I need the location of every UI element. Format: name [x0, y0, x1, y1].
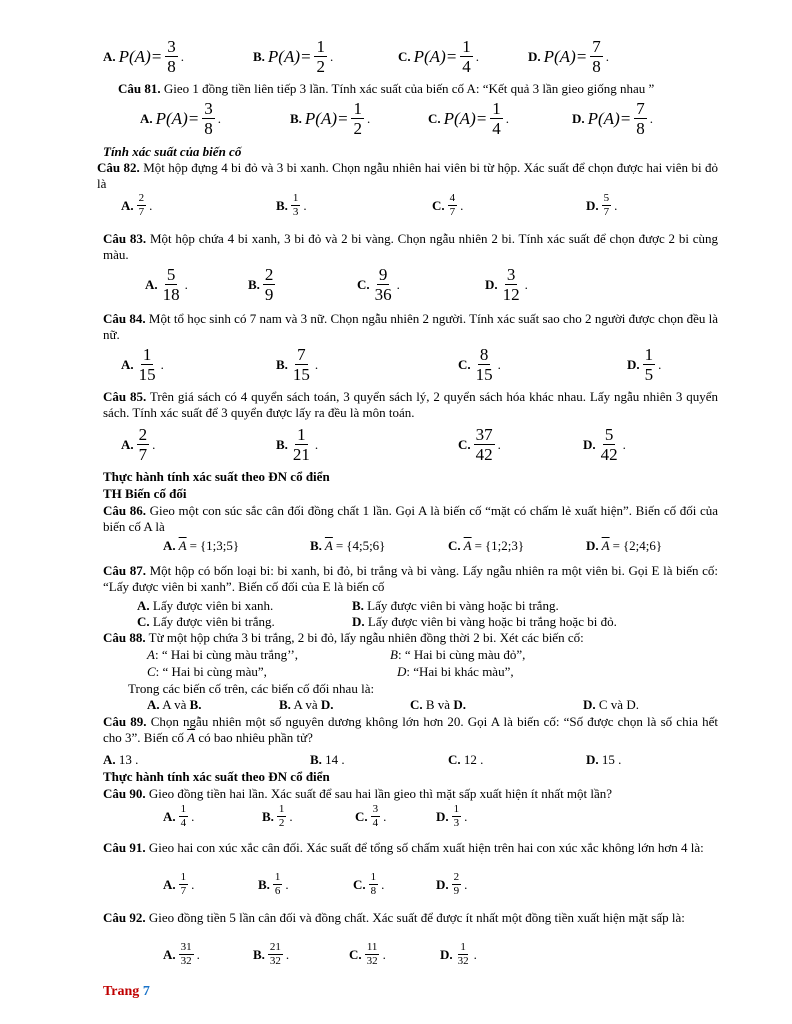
q89-option-b[interactable]: B. 14 . [310, 752, 345, 767]
q82-option-c[interactable]: C. $\frac{4}{7}$ . [432, 192, 464, 218]
q90-option-d[interactable]: D. $\frac{1}{3}$ . [436, 803, 468, 829]
q84-option-a[interactable]: A. $\frac{1}{15}$ . [121, 345, 164, 384]
q85-option-a[interactable]: A. $\frac{2}{7}$ . [121, 425, 156, 464]
page-number [103, 984, 150, 1000]
q80-option-c[interactable]: C. P(A)= $\frac{1}{4}$ . [398, 37, 479, 76]
fraction: $\frac{1}{4}$ [492, 99, 501, 138]
q83-option-c[interactable]: C. $\frac{9}{36}$ . [357, 265, 400, 304]
q80-option-b[interactable]: B. P(A)= $\frac{1}{2}$ . [253, 37, 334, 76]
page-word: Trang [103, 984, 140, 999]
fraction: $\frac{1}{21}$ [292, 425, 310, 464]
q91-option-a[interactable]: A. $\frac{1}{7}$ . [163, 871, 195, 897]
fraction: $\frac{8}{15}$ [475, 345, 493, 384]
q83-option-a[interactable]: A. $\frac{5}{18}$ . [145, 265, 188, 304]
fraction: $\frac{1}{5}$ [644, 345, 654, 384]
section-heading: Tính xác suất của biến cố [103, 144, 242, 159]
fraction: $\frac{3}{8}$ [167, 37, 176, 76]
fraction: $\frac{4}{7}$ [449, 192, 456, 218]
fraction: $\frac{1}{32}$ [457, 941, 469, 967]
q82-option-a[interactable]: A. $\frac{2}{7}$ . [121, 192, 153, 218]
q86-options [0, 538, 792, 558]
q85-option-b[interactable]: B. $\frac{1}{21}$ . [276, 425, 319, 464]
q89-option-a[interactable]: A. 13 . [103, 752, 139, 767]
fraction: $\frac{5}{7}$ [603, 192, 610, 218]
fraction: $\frac{9}{36}$ [374, 265, 392, 304]
fraction: $\frac{1}{7}$ [180, 871, 187, 897]
q92-option-d[interactable]: D. $\frac{1}{32}$ . [440, 941, 477, 967]
fraction: $\frac{3}{12}$ [502, 265, 520, 304]
q89-option-c[interactable]: C. 12 . [448, 752, 484, 767]
q88-option-a[interactable]: A. A và B. [147, 697, 202, 712]
q90-option-a[interactable]: A. $\frac{1}{4}$ . [163, 803, 195, 829]
section-heading: TH Biến cố đối [103, 486, 187, 501]
q83-stem: Câu 83. Một hộp chứa 4 bi xanh, 3 bi đỏ và 2 bi vàng. Chọn ngẫu nhiên 2 bi. Tính xác suất để chọn được 2 bi cùng màu. [103, 231, 719, 262]
q88-event-b: B: “ Hai bi cùng màu đỏ”, [390, 647, 526, 662]
fraction: $\frac{7}{8}$ [636, 99, 645, 138]
q85-options [0, 426, 792, 466]
q85-option-c[interactable]: C. $\frac{37}{42}$ . [458, 425, 501, 464]
q81-option-d[interactable]: D. P(A)= $\frac{7}{8}$ . [572, 99, 653, 138]
q84-options [0, 346, 792, 386]
q81-option-a[interactable]: A. P(A)= $\frac{3}{8}$ . [140, 99, 221, 138]
fraction: $\frac{1}{2}$ [353, 99, 362, 138]
q80-option-d[interactable]: D. P(A)= $\frac{7}{8}$ . [528, 37, 609, 76]
q88-option-c[interactable]: C. B và D. [410, 697, 466, 712]
q82-options [0, 193, 792, 233]
q81-option-c[interactable]: C. P(A)= $\frac{1}{4}$ . [428, 99, 509, 138]
abar: $\overline{A}$ [601, 538, 610, 553]
abar: $\overline{A}$ [187, 730, 196, 745]
q81-option-b[interactable]: B. P(A)= $\frac{1}{2}$ . [290, 99, 371, 138]
q82-option-b[interactable]: B. $\frac{1}{3}$ . [276, 192, 307, 218]
q83-option-b[interactable]: B. $\frac{2}{9}$ [248, 265, 274, 304]
fraction: $\frac{1}{3}$ [292, 192, 299, 218]
q86-option-c[interactable]: C. $\overline{A}$ = {1;2;3} [448, 538, 525, 553]
q92-stem: Câu 92. Gieo đồng tiền 5 lần cân đối và đồng chất. Xác suất để được ít nhất một đồng tiền xuất hiện mặt sấp là: [103, 910, 685, 925]
fraction: $\frac{3}{4}$ [372, 803, 379, 829]
q87-option-c[interactable]: C. Lấy được viên bi trắng. [137, 614, 275, 629]
fraction: $\frac{1}{4}$ [180, 803, 187, 829]
q84-option-d[interactable]: D. $\frac{1}{5}$ . [627, 345, 662, 384]
fraction: $\frac{37}{42}$ [475, 425, 493, 464]
abar: $\overline{A}$ [463, 538, 472, 553]
fraction: $\frac{5}{42}$ [600, 425, 618, 464]
q90-options [0, 804, 792, 844]
q82-stem: Câu 82. Một hộp đựng 4 bi đỏ và 3 bi xanh. Chọn ngẫu nhiên hai viên bi từ hộp. Xác suất để chọn được hai viên bi đỏ là [97, 160, 718, 191]
q87-option-b[interactable]: B. Lấy được viên bi vàng hoặc bi trắng. [352, 598, 559, 613]
fraction: $\frac{2}{9}$ [453, 871, 460, 897]
fraction: $\frac{21}{32}$ [269, 941, 281, 967]
fraction: $\frac{11}{32}$ [366, 941, 378, 967]
fraction: $\frac{31}{32}$ [180, 941, 192, 967]
q86-option-d[interactable]: D. $\overline{A}$ = {2;4;6} [586, 538, 663, 553]
q87-option-d[interactable]: D. Lấy được viên bi vàng hoặc bi trắng hoặc bi đỏ. [352, 614, 617, 629]
q89-stem: Câu 89. Chọn ngẫu nhiên một số nguyên dương không lớn hơn 20. Gọi A là biến cố: “Số được chọn là số chia hết cho 3”. Biến cố $\overline{A}$ có bao nhiêu phần tử? [103, 714, 718, 745]
q81-options [0, 100, 792, 140]
q92-option-c[interactable]: C. $\frac{11}{32}$ . [349, 941, 386, 967]
q92-option-b[interactable]: B. $\frac{21}{32}$ . [253, 941, 290, 967]
q86-stem: Câu 86. Gieo một con súc sắc cân đối đồng chất 1 lần. Gọi A là biến cố “mặt có chấm lẻ xuất hiện”. Biến cố đối của biến cố A là [103, 503, 719, 534]
q91-option-b[interactable]: B. $\frac{1}{6}$ . [258, 871, 289, 897]
q80-options [0, 38, 792, 78]
q88-prompt: Trong các biến cố trên, các biến cố đối nhau là: [128, 681, 375, 696]
page-num: 7 [142, 984, 150, 999]
q85-option-d[interactable]: D. $\frac{5}{42}$ . [583, 425, 626, 464]
q82-option-d[interactable]: D. $\frac{5}{7}$ . [586, 192, 618, 218]
fraction: $\frac{1}{3}$ [453, 803, 460, 829]
fraction: $\frac{2}{7}$ [138, 425, 148, 464]
fraction: $\frac{3}{8}$ [204, 99, 213, 138]
q92-options [0, 942, 792, 982]
q91-option-d[interactable]: D. $\frac{2}{9}$ . [436, 871, 468, 897]
q80-option-a[interactable]: A. P(A)= $\frac{3}{8}$ . [103, 37, 184, 76]
fraction: $\frac{1}{4}$ [462, 37, 471, 76]
q83-options [0, 266, 792, 306]
section-heading: Thực hành tính xác suất theo ĐN cổ điển [103, 469, 330, 484]
fraction: $\frac{1}{8}$ [370, 871, 377, 897]
q89-option-d[interactable]: D. 15 . [586, 752, 622, 767]
q88-event-a: A: “ Hai bi cùng màu trắng’’, [147, 647, 299, 662]
q81-stem: Câu 81. Gieo 1 đồng tiền liên tiếp 3 lần. Tính xác suất của biến cố A: “Kết quả 3 lần gieo giống nhau ” [118, 81, 655, 96]
q88-event-c: C: “ Hai bi cùng màu”, [147, 664, 267, 679]
fraction: $\frac{7}{8}$ [592, 37, 601, 76]
q90-option-c[interactable]: C. $\frac{3}{4}$ . [355, 803, 387, 829]
q90-option-b[interactable]: B. $\frac{1}{2}$ . [262, 803, 293, 829]
q84-stem: Câu 84. Một tổ học sinh có 7 nam và 3 nữ. Chọn ngẫu nhiên 2 người. Tính xác suất sao cho 2 người được chọn đều là nữ. [103, 311, 719, 342]
fraction: $\frac{1}{2}$ [278, 803, 285, 829]
abar: $\overline{A}$ [178, 538, 187, 553]
q86-option-b[interactable]: B. $\overline{A}$ = {4;5;6} [310, 538, 386, 553]
q91-option-c[interactable]: C. $\frac{1}{8}$ . [353, 871, 385, 897]
q84-option-c[interactable]: C. $\frac{8}{15}$ . [458, 345, 501, 384]
q91-stem: Câu 91. Gieo hai con xúc xắc cân đối. Xác suất để tổng số chấm xuất hiện trên hai con xúc xắc không lớn hơn 4 là: [103, 840, 704, 855]
q88-stem: Câu 88. Từ một hộp chứa 3 bi trắng, 2 bi đỏ, lấy ngẫu nhiên đồng thời 2 bi. Xét các biến cố: [103, 630, 584, 645]
q87-stem: Câu 87. Một hộp có bốn loại bi: bi xanh, bi đỏ, bi trắng và bi vàng. Lấy ngẫu nhiên ra một viên bi. Gọi E là biến cố: “Lấy được viên bi xanh”. Biến cố đối của E là biến cố [103, 563, 718, 594]
q88-option-b[interactable]: B. A và D. [279, 697, 334, 712]
q88-event-d: D: “Hai bi khác màu”, [397, 664, 514, 679]
fraction: $\frac{1}{6}$ [274, 871, 281, 897]
q91-options [0, 872, 792, 912]
q84-option-b[interactable]: B. $\frac{7}{15}$ . [276, 345, 319, 384]
q92-option-a[interactable]: A. $\frac{31}{32}$ . [163, 941, 200, 967]
section-heading: Thực hành tính xác suất theo ĐN cổ điển [103, 769, 330, 784]
q83-option-d[interactable]: D. $\frac{3}{12}$ . [485, 265, 528, 304]
fraction: $\frac{5}{18}$ [162, 265, 180, 304]
q88-option-d[interactable]: D. C và D. [583, 697, 639, 712]
fraction: $\frac{7}{15}$ [292, 345, 310, 384]
abar: $\overline{A}$ [324, 538, 333, 553]
q85-stem: Câu 85. Trên giá sách có 4 quyển sách toán, 3 quyển sách lý, 2 quyển sách hóa khác nhau. Lấy ngẫu nhiên 3 quyển sách. Tính xác suất để 3 quyển được lấy ra đều là môn toán. [103, 389, 718, 420]
q87-option-a[interactable]: A. Lấy được viên bi xanh. [137, 598, 274, 613]
q86-option-a[interactable]: A. $\overline{A}$ = {1;3;5} [163, 538, 240, 553]
fraction: $\frac{2}{7}$ [138, 192, 145, 218]
fraction: $\frac{2}{9}$ [264, 265, 274, 304]
fraction: $\frac{1}{15}$ [138, 345, 156, 384]
fraction: $\frac{1}{2}$ [316, 37, 325, 76]
q90-stem: Câu 90. Gieo đồng tiền hai lần. Xác suất để sau hai lần gieo thì mặt sấp xuất hiện ít nhất một lần? [103, 786, 613, 801]
